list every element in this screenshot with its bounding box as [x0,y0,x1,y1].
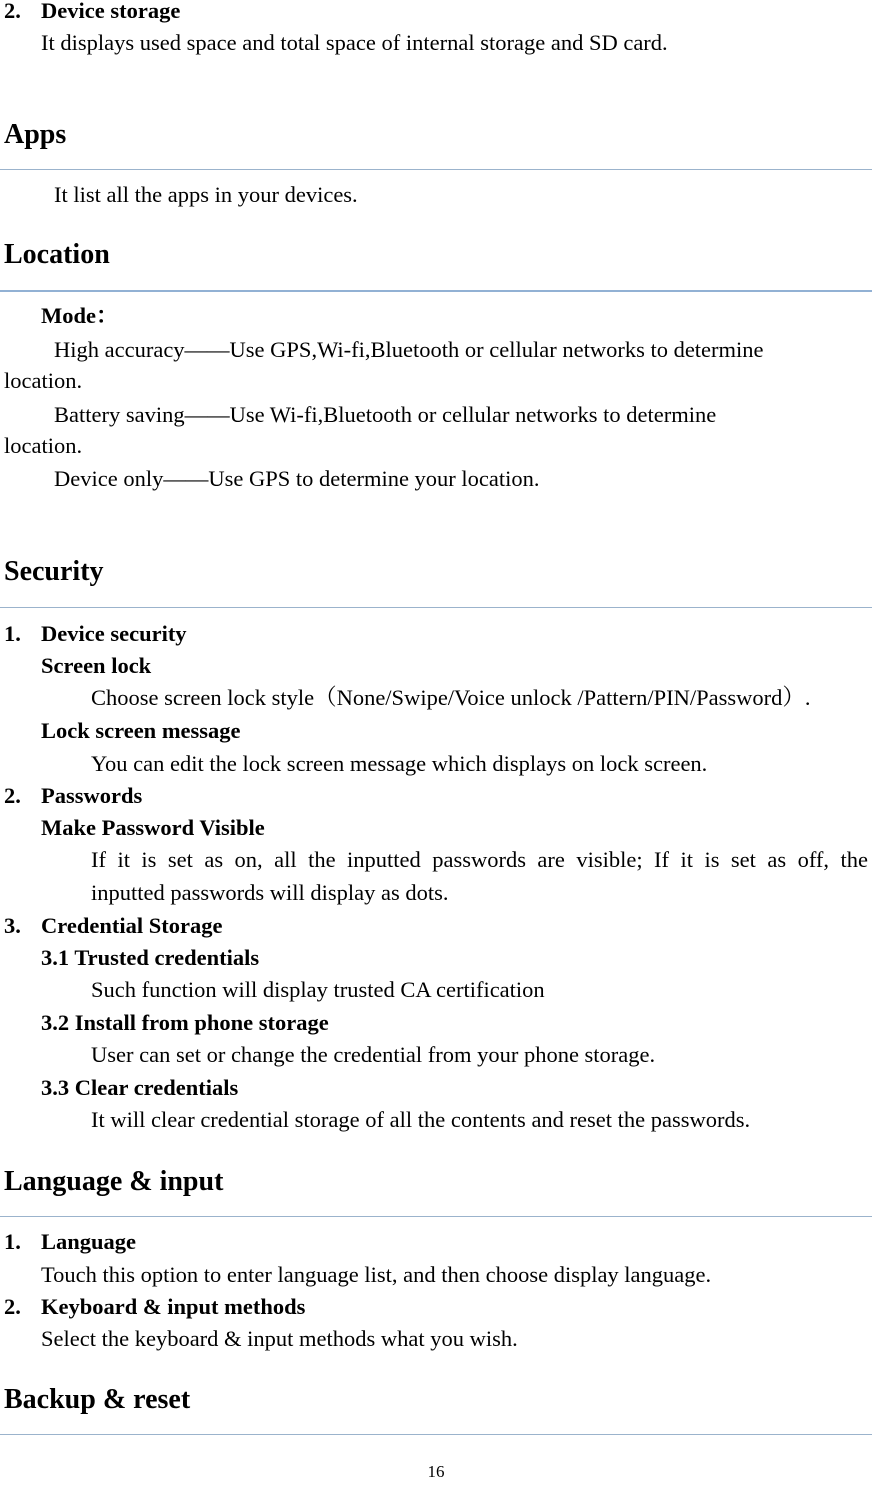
clear-credentials-title: 3.3 Clear credentials [41,1075,239,1100]
security-item1-title: Device security [41,621,187,646]
security-divider [0,607,872,608]
location-high-accuracy-cont: location. [4,368,83,393]
lock-screen-message-description: You can edit the lock screen message which displays on lock screen. [91,751,708,776]
storage-number: 2. [4,0,21,23]
security-item3-title: Credential Storage [41,913,223,938]
location-battery-saving: Battery saving——Use Wi-fi,Bluetooth or cellular networks to determine [54,402,717,427]
location-divider [0,290,872,292]
security-heading: Security [4,556,104,587]
security-item1-number: 1. [4,621,21,646]
security-item2-title: Passwords [41,783,143,808]
trusted-credentials-title: 3.1 Trusted credentials [41,945,260,970]
location-mode-label: Mode： [41,303,119,328]
make-password-visible-description: If it is set as on, all the inputted passwords are visible; If it is set as off, the [91,847,868,872]
location-high-accuracy: High accuracy——Use GPS,Wi-fi,Bluetooth or cellular networks to determine [54,337,764,362]
apps-description: It list all the apps in your devices. [54,182,358,207]
language-divider [0,1216,872,1217]
trusted-credentials-description: Such function will display trusted CA certification [91,977,545,1002]
language-item2-number: 2. [4,1294,21,1319]
page-number: 16 [427,1462,445,1481]
language-item1-number: 1. [4,1229,21,1254]
storage-description: It displays used space and total space of internal storage and SD card. [41,30,668,55]
apps-divider [0,169,872,170]
install-from-storage-description: User can set or change the credential from your phone storage. [91,1042,656,1067]
language-item2-title: Keyboard & input methods [41,1294,306,1319]
backup-heading: Backup & reset [4,1384,191,1415]
make-password-visible-description-cont: inputted passwords will display as dots. [91,880,449,905]
language-item1-description: Touch this option to enter language list, and then choose display language. [41,1262,712,1287]
make-password-visible-title: Make Password Visible [41,815,265,840]
backup-divider [0,1434,872,1435]
language-heading: Language & input [4,1166,224,1197]
lock-screen-message-title: Lock screen message [41,718,241,743]
language-item2-description: Select the keyboard & input methods what you wish. [41,1326,518,1351]
language-item1-title: Language [41,1229,137,1254]
screen-lock-description: Choose screen lock style（None/Swipe/Voice unlock /Pattern/PIN/Password）. [91,685,811,710]
location-heading: Location [4,239,110,270]
clear-credentials-description: It will clear credential storage of all the contents and reset the passwords. [91,1107,751,1132]
screen-lock-title: Screen lock [41,653,152,678]
location-device-only: Device only——Use GPS to determine your location. [54,466,540,491]
install-from-storage-title: 3.2 Install from phone storage [41,1010,329,1035]
apps-heading: Apps [4,119,67,150]
security-item2-number: 2. [4,783,21,808]
security-item3-number: 3. [4,913,21,938]
location-battery-saving-cont: location. [4,433,83,458]
storage-title: Device storage [41,0,181,23]
